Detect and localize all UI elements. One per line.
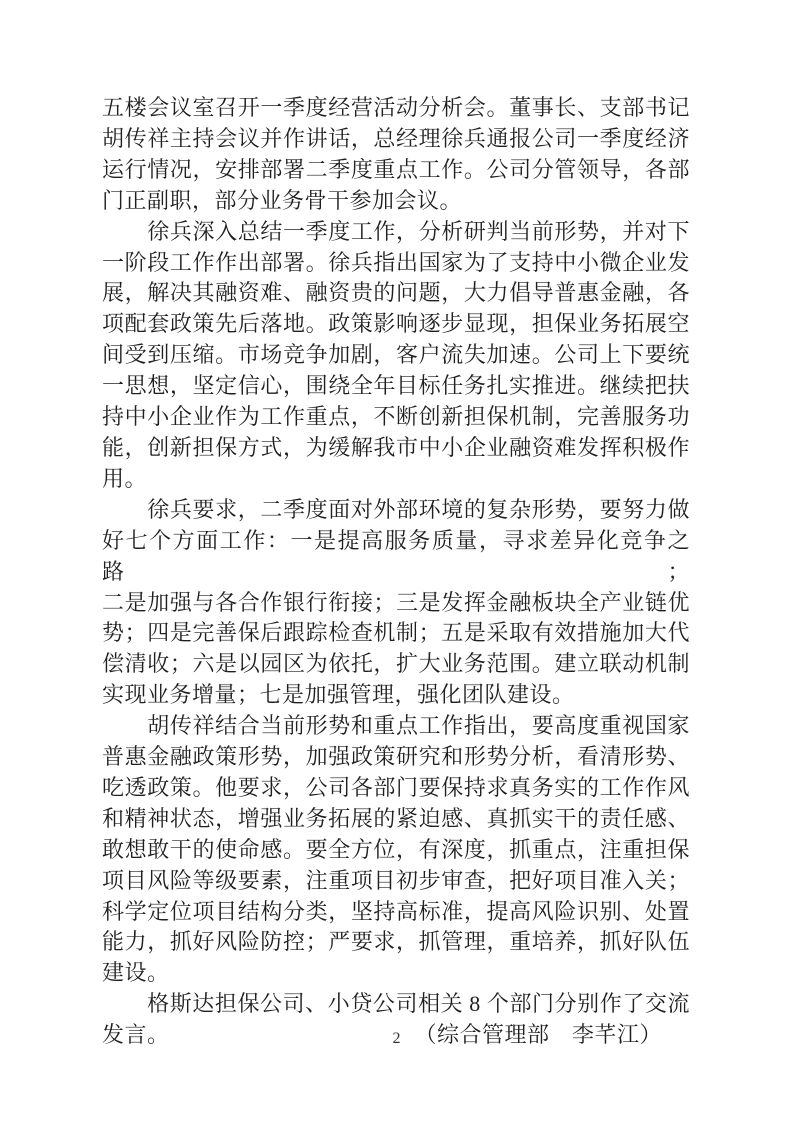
attribution-text: （综合管理部 李芊江） xyxy=(414,1022,662,1048)
text-line: 势；四是完善保后跟踪检查机制；五是采取有效措施加大代 xyxy=(102,620,690,646)
text-line: 二是加强与各合作银行衔接；三是发挥金融板块全产业链优 xyxy=(102,589,690,615)
text-line: 一思想，坚定信心，围绕全年目标任务扎实推进。继续把扶 xyxy=(102,373,690,399)
text-line: 偿清收；六是以园区为依托，扩大业务范围。建立联动机制 xyxy=(102,651,690,677)
document-paragraphs xyxy=(102,93,690,1020)
text-line: 能力，抓好风险防控；严要求，抓管理，重培养，抓好队伍 xyxy=(102,929,690,955)
text-line: 和精神状态，增强业务拓展的紧迫感、真抓实干的责任感、 xyxy=(102,805,690,831)
document-body xyxy=(102,93,690,1051)
text-line: 普惠金融政策形势，加强政策研究和形势分析，看清形势、 xyxy=(102,744,690,770)
text-line: 五楼会议室召开一季度经营活动分析会。董事长、支部书记 xyxy=(102,95,690,120)
text-line: 持中小企业作为工作重点，不断创新担保机制，完善服务功 xyxy=(102,404,690,430)
closing-left-text: 发言。 xyxy=(102,1022,170,1048)
text-line: 吃透政策。他要求，公司各部门要保持求真务实的工作作风 xyxy=(102,774,690,800)
text-line: 科学定位项目结构分类，坚持高标准，提高风险识别、处置 xyxy=(102,898,690,924)
text-line: 项目风险等级要素，注重项目初步审查，把好项目准入关； xyxy=(102,867,690,893)
text-line: 好七个方面工作：一是提高服务质量，寻求差异化竞争之路； xyxy=(102,527,690,584)
text-line: 运行情况，安排部署二季度重点工作。公司分管领导，各部 xyxy=(102,156,690,182)
page-number: 2 xyxy=(392,1030,401,1047)
text-line: 格斯达担保公司、小贷公司相关 8 个部门分别作了交流 xyxy=(102,991,690,1017)
text-line: 门正副职，部分业务骨干参加会议。 xyxy=(102,187,463,213)
text-line: 间受到压缩。市场竞争加剧，客户流失加速。公司上下要统 xyxy=(102,342,690,368)
text-line: 项配套政策先后落地。政策影响逐步显现，担保业务拓展空 xyxy=(102,311,690,337)
text-line: 实现业务增量；七是加强管理，强化团队建设。 xyxy=(102,682,575,708)
text-line: 敢想敢干的使命感。要全方位，有深度，抓重点，注重担保 xyxy=(102,836,690,862)
text-line: 展，解决其融资难、融资贵的问题，大力倡导普惠金融，各 xyxy=(102,280,690,306)
text-line: 徐兵要求，二季度面对外部环境的复杂形势，要努力做 xyxy=(102,496,690,522)
text-line: 用。 xyxy=(102,465,148,491)
text-line: 胡传祥结合当前形势和重点工作指出，要高度重视国家 xyxy=(102,713,690,739)
text-line: 能，创新担保方式，为缓解我市中小企业融资难发挥积极作 xyxy=(102,434,690,460)
text-line: 徐兵深入总结一季度工作，分析研判当前形势，并对下 xyxy=(102,218,690,244)
text-line: 建设。 xyxy=(102,960,170,986)
text-line: 一阶段工作作出部署。徐兵指出国家为了支持中小微企业发 xyxy=(102,249,690,275)
text-line: 胡传祥主持会议并作讲话，总经理徐兵通报公司一季度经济 xyxy=(102,125,690,151)
